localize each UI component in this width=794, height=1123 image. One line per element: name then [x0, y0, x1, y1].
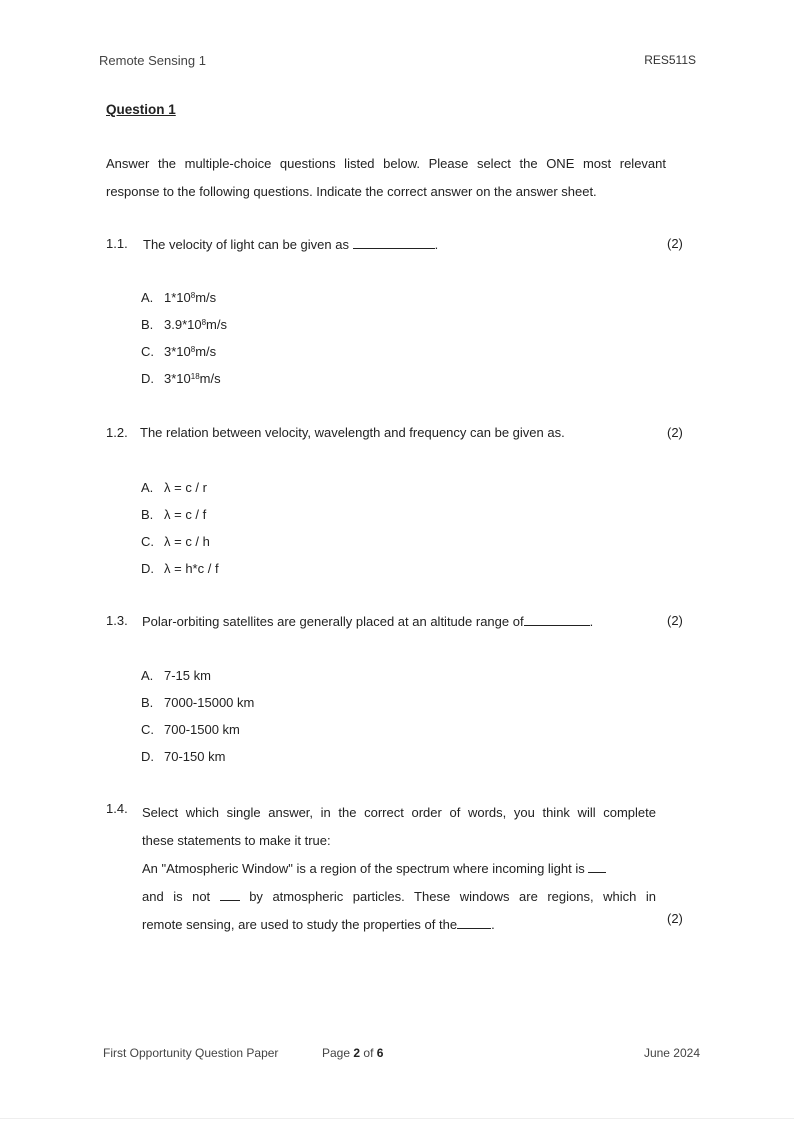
question-text: The velocity of light can be given as . [143, 237, 439, 252]
option-b: B. $3.9*10^8m/s$ [141, 317, 227, 332]
answer-blank [524, 613, 590, 626]
answer-blank [588, 860, 606, 873]
question-text: The relation between velocity, wavelength and frequency can be given as. [140, 425, 565, 440]
question-marks: (2) [667, 911, 683, 926]
question-1-4-text: Select which single answer, in the correct order of words, you think will complete these statements to make it true: An "Atmospheric Window" is a region of the spectrum where incoming light is and is not by atmospheric particles. These windows are regions, which in remote sensing, are used to study the properties of the . [142, 805, 656, 932]
question-number: 1.2. [106, 425, 128, 440]
answer-blank [220, 888, 240, 901]
section-title: Question 1 [106, 102, 176, 117]
answer-blank [457, 916, 491, 929]
question-marks: (2) [667, 613, 683, 628]
course-name: Remote Sensing 1 [99, 53, 206, 68]
options-1-1 [141, 288, 227, 396]
question-marks: (2) [667, 425, 683, 440]
option-b: B. λ = c / f [141, 507, 207, 522]
option-c: C. $3*10^8m/s$ [141, 344, 217, 359]
scan-edge-divider [0, 1118, 794, 1119]
option-c: C. 700-1500 km [141, 722, 240, 737]
instructions: Answer the multiple-choice questions listed below. Please select the ONE most relevant response to the following questions. Indicate the correct answer on the answer sheet. [106, 156, 666, 199]
question-marks: (2) [667, 236, 683, 251]
options-1-2 [141, 478, 219, 586]
answer-blank [353, 236, 435, 249]
exam-date: June 2024 [643, 1046, 700, 1060]
page-indicator: Page 2 of 6 [322, 1046, 384, 1060]
option-a: A. $1*10^8m/s$ [141, 290, 217, 305]
option-d: D. $3*10^{18}m/s$ [141, 371, 221, 386]
option-d: D. 70-150 km [141, 749, 226, 764]
option-a: A. λ = c / r [141, 480, 207, 495]
question-text: Polar-orbiting satellites are generally placed at an altitude range of . [142, 614, 594, 629]
option-c: C. λ = c / h [141, 534, 210, 549]
option-d: D. λ = h*c / f [141, 561, 219, 576]
paper-type: First Opportunity Question Paper [103, 1046, 279, 1060]
course-code: RES511S [644, 53, 696, 67]
option-b: B. 7000-15000 km [141, 695, 255, 710]
option-a: A. 7-15 km [141, 668, 211, 683]
options-1-3 [141, 666, 254, 774]
question-number: 1.4. [106, 801, 128, 816]
question-number: 1.3. [106, 613, 128, 628]
question-number: 1.1. [106, 236, 128, 251]
